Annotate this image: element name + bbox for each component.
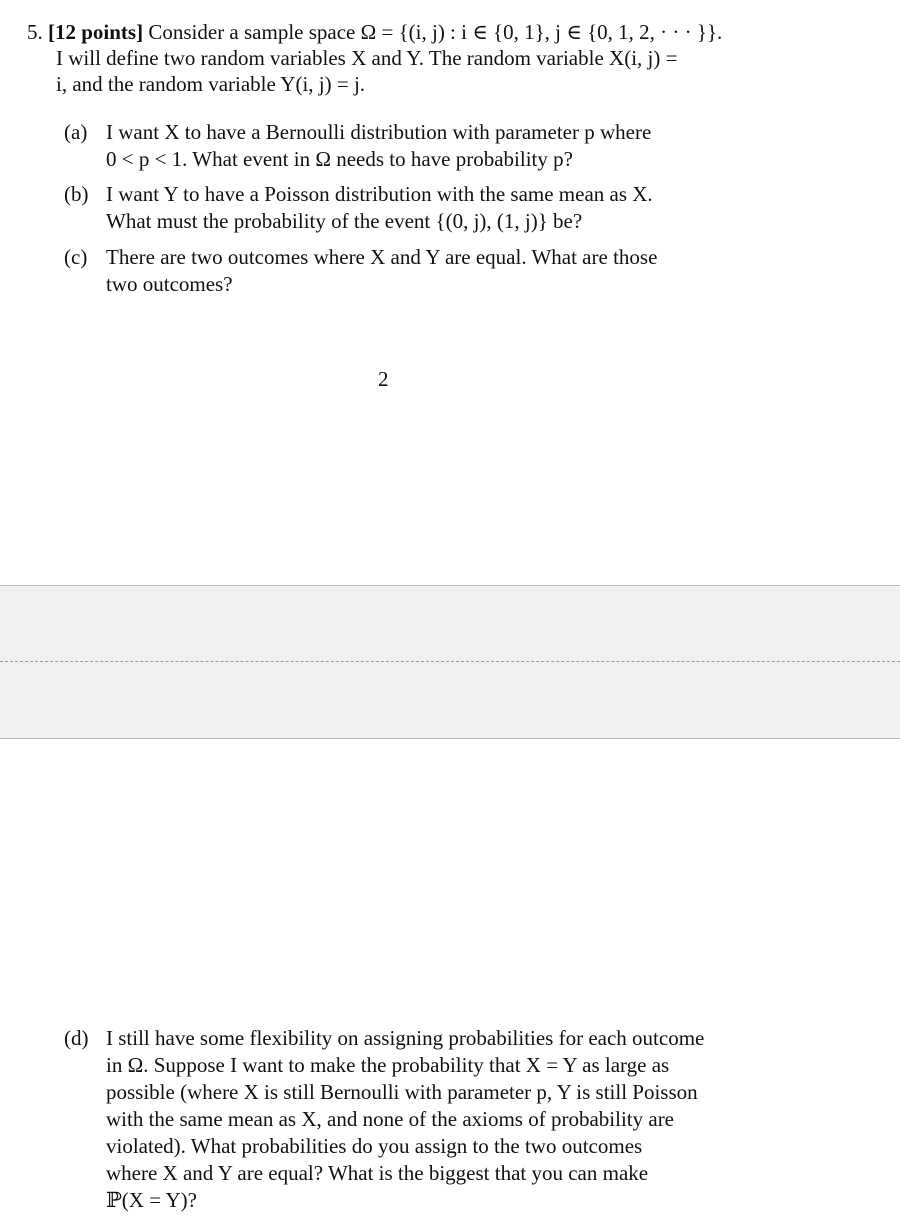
part-d-label: (d): [64, 1026, 89, 1050]
part-b: [64, 181, 818, 235]
page-break: [0, 585, 900, 739]
problem-line-3: i, and the random variable Y(i, j) = j.: [56, 72, 366, 96]
page-break-divider: [0, 661, 900, 662]
part-c: [64, 244, 818, 298]
problem-statement: [27, 19, 777, 97]
part-b-line-1: I want Y to have a Poisson distribution with the same mean as X.: [106, 182, 653, 206]
part-b-label: (b): [64, 182, 89, 206]
part-a-line-2: 0 < p < 1. What event in Ω needs to have probability p?: [106, 147, 573, 171]
problem-line-1-text: Consider a sample space Ω = {(i, j) : i ∈ {0, 1}, j ∈ {0, 1, 2, · · · }}.: [148, 20, 723, 44]
problem-line-2: I will define two random variables X and Y. The random variable X(i, j) =: [56, 46, 678, 70]
page-number: 2: [378, 367, 389, 391]
part-d-line-5: violated). What probabilities do you assign to the two outcomes: [106, 1134, 643, 1158]
problem-points: [12 points]: [48, 20, 144, 44]
part-d-line-4: with the same mean as X, and none of the axioms of probability are: [106, 1107, 675, 1131]
part-d-line-6: where X and Y are equal? What is the biggest that you can make: [106, 1161, 649, 1185]
part-c-line-2: two outcomes?: [106, 272, 233, 296]
part-b-line-2: What must the probability of the event {(0, j), (1, j)} be?: [106, 209, 583, 233]
problem-line-1: [27, 19, 777, 45]
part-d-line-7: ℙ(X = Y)?: [106, 1188, 197, 1212]
part-c-label: (c): [64, 245, 88, 269]
part-d-line-2: in Ω. Suppose I want to make the probability that X = Y as large as: [106, 1053, 670, 1077]
part-a-line-1: I want X to have a Bernoulli distribution with parameter p where: [106, 120, 652, 144]
part-d: [64, 1025, 818, 1214]
part-d-line-3: possible (where X is still Bernoulli with parameter p, Y is still Poisson: [106, 1080, 698, 1104]
problem-number: 5.: [27, 20, 43, 44]
part-a-label: (a): [64, 120, 88, 144]
part-d-line-1: I still have some flexibility on assigning probabilities for each outcome: [106, 1026, 705, 1050]
part-c-line-1: There are two outcomes where X and Y are equal. What are those: [106, 245, 658, 269]
part-a: [64, 119, 818, 173]
